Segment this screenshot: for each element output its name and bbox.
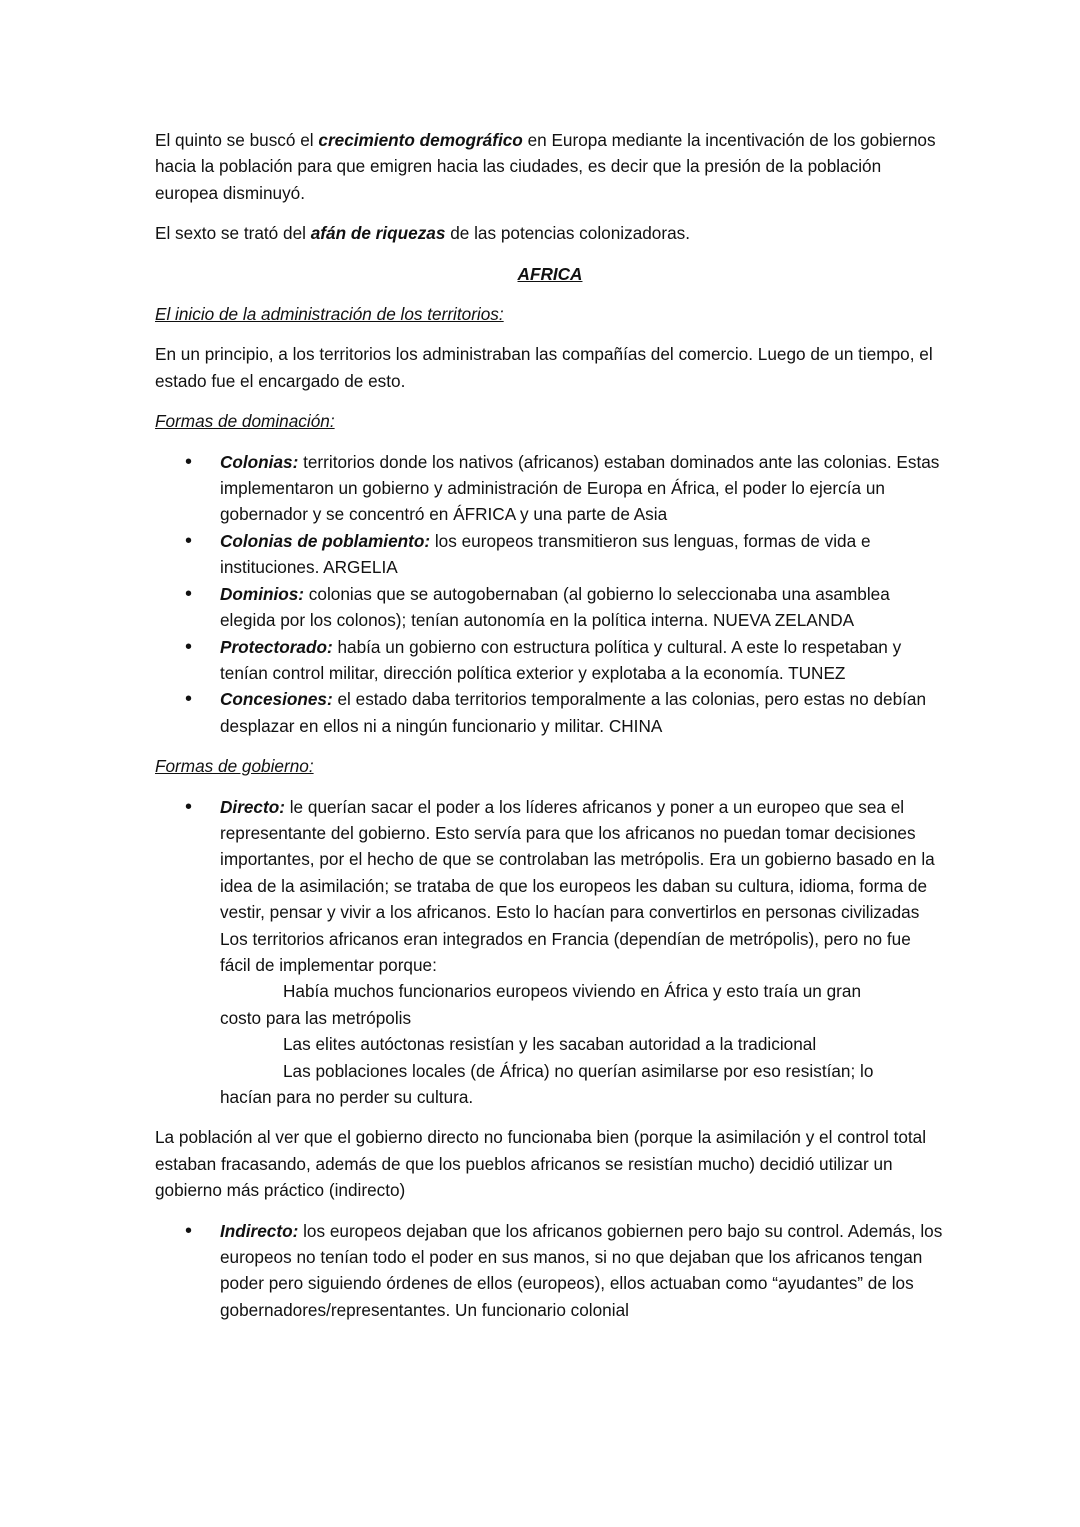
list-item	[155, 634, 945, 687]
definition: los europeos transmitieron sus lenguas, formas de vida e instituciones. ARGELIA	[220, 530, 871, 578]
term: Colonias:	[220, 451, 299, 472]
reason-3b: hacían para no perder su cultura.	[220, 1087, 474, 1107]
text: El quinto se buscó el	[155, 130, 319, 150]
bold-term: crecimiento demográfico	[318, 130, 523, 150]
dominacion-list	[155, 449, 945, 739]
subheading-dominacion: Formas de dominación:	[155, 411, 335, 432]
list-item	[155, 528, 945, 581]
text: El sexto se trató del	[155, 223, 311, 244]
gobierno-directo-list	[155, 794, 945, 1111]
term: Protectorado:	[220, 636, 333, 657]
definition: los europeos dejaban que los africanos gobiernen pero bajo su control. Además, los europeos no tenían todo el poder en sus manos, si no que dejaban que los africanos tengan poder pero siguiendo órdenes de ellos (europeos), ellos actuaban como “ayudantes” de los gobernadores/representantes. Un funcionario colonial	[220, 1220, 943, 1320]
paragraph-sexto	[155, 220, 945, 246]
text: en Europa mediante la incentivación de los gobiernos hacia la población para que emigren hacia las ciudades, es decir que la presión de la población europea disminuyó.	[155, 130, 936, 203]
text: de las potencias colonizadoras.	[445, 223, 691, 244]
paragraph-poblacion: La población al ver que el gobierno directo no funcionaba bien (porque la asimilación y el control total estaban fracasando, además de que los pueblos africanos se resistían mucho) decidió utilizar un gobierno más práctico (indirecto)	[155, 1127, 927, 1201]
subheading-gobierno: Formas de gobierno:	[155, 756, 314, 777]
document-page	[155, 127, 945, 1337]
list-item-indirecto	[155, 1218, 945, 1324]
reason-1b: costo para las metrópolis	[220, 1007, 412, 1028]
section-heading: AFRICA	[517, 263, 583, 284]
definition: colonias que se autogobernaban (al gobierno lo seleccionaba una asamblea elegida por los colonos); tenían autonomía en la política interna. NUEVA ZELANDA	[220, 583, 890, 631]
list-item-directo	[155, 794, 945, 1111]
reason-3a: Las poblaciones locales (de África) no querían asimilarse por eso resistían; lo	[283, 1060, 874, 1081]
term: Concesiones:	[220, 689, 333, 710]
section-heading-wrap	[155, 261, 945, 287]
definition: el estado daba territorios temporalmente a las colonias, pero estas no debían desplazar en ellos ni a ningún funcionario y militar. CHINA	[220, 689, 927, 736]
term: Indirecto:	[220, 1220, 299, 1241]
gobierno-indirecto-list	[155, 1218, 945, 1324]
definition: territorios donde los nativos (africanos) estaban dominados ante las colonias. Estas implementaron un gobierno y administración de Europa en África, el poder lo ejercía un gobernador y se concentró en ÁFRICA y una parte de Asia	[220, 451, 940, 525]
subheading-administracion: El inicio de la administración de los territorios:	[155, 304, 504, 325]
term: Dominios:	[220, 583, 305, 604]
directo-definition	[220, 794, 945, 926]
reason-1a: Había muchos funcionarios europeos viviendo en África y esto traía un gran	[283, 981, 862, 1002]
directo-line2: Los territorios africanos eran integrados en Francia (dependían de metrópolis), pero no fue fácil de implementar porque:	[220, 928, 911, 975]
list-item	[155, 686, 945, 739]
reason-2: Las elites autóctonas resistían y les sacaban autoridad a la tradicional	[283, 1034, 817, 1055]
definition: había un gobierno con estructura política y cultural. A este lo respetaban y tenían control militar, dirección política exterior y explotaba a la economía. TUNEZ	[220, 636, 902, 683]
list-item	[155, 449, 945, 528]
definition: le querían sacar el poder a los líderes africanos y poner a un europeo que sea el representante del gobierno. Esto servía para que los africanos no puedan tomar decisiones importantes, por el hecho de que se controlaban las metrópolis. Era un gobierno basado en la idea de la asimilación; se trataba de que los europeos les daban su cultura, idioma, forma de vestir, pensar y vivir a los africanos. Esto lo hacían para convertirlos en personas civilizadas	[220, 796, 935, 923]
term: Directo:	[220, 796, 285, 817]
list-item	[155, 581, 945, 634]
paragraph-quinto	[155, 127, 945, 206]
paragraph-administracion: En un principio, a los territorios los administraban las compañías del comercio. Luego de un tiempo, el estado fue el encargado de esto.	[155, 344, 933, 391]
term: Colonias de poblamiento:	[220, 530, 431, 551]
bold-term: afán de riquezas	[310, 223, 446, 244]
